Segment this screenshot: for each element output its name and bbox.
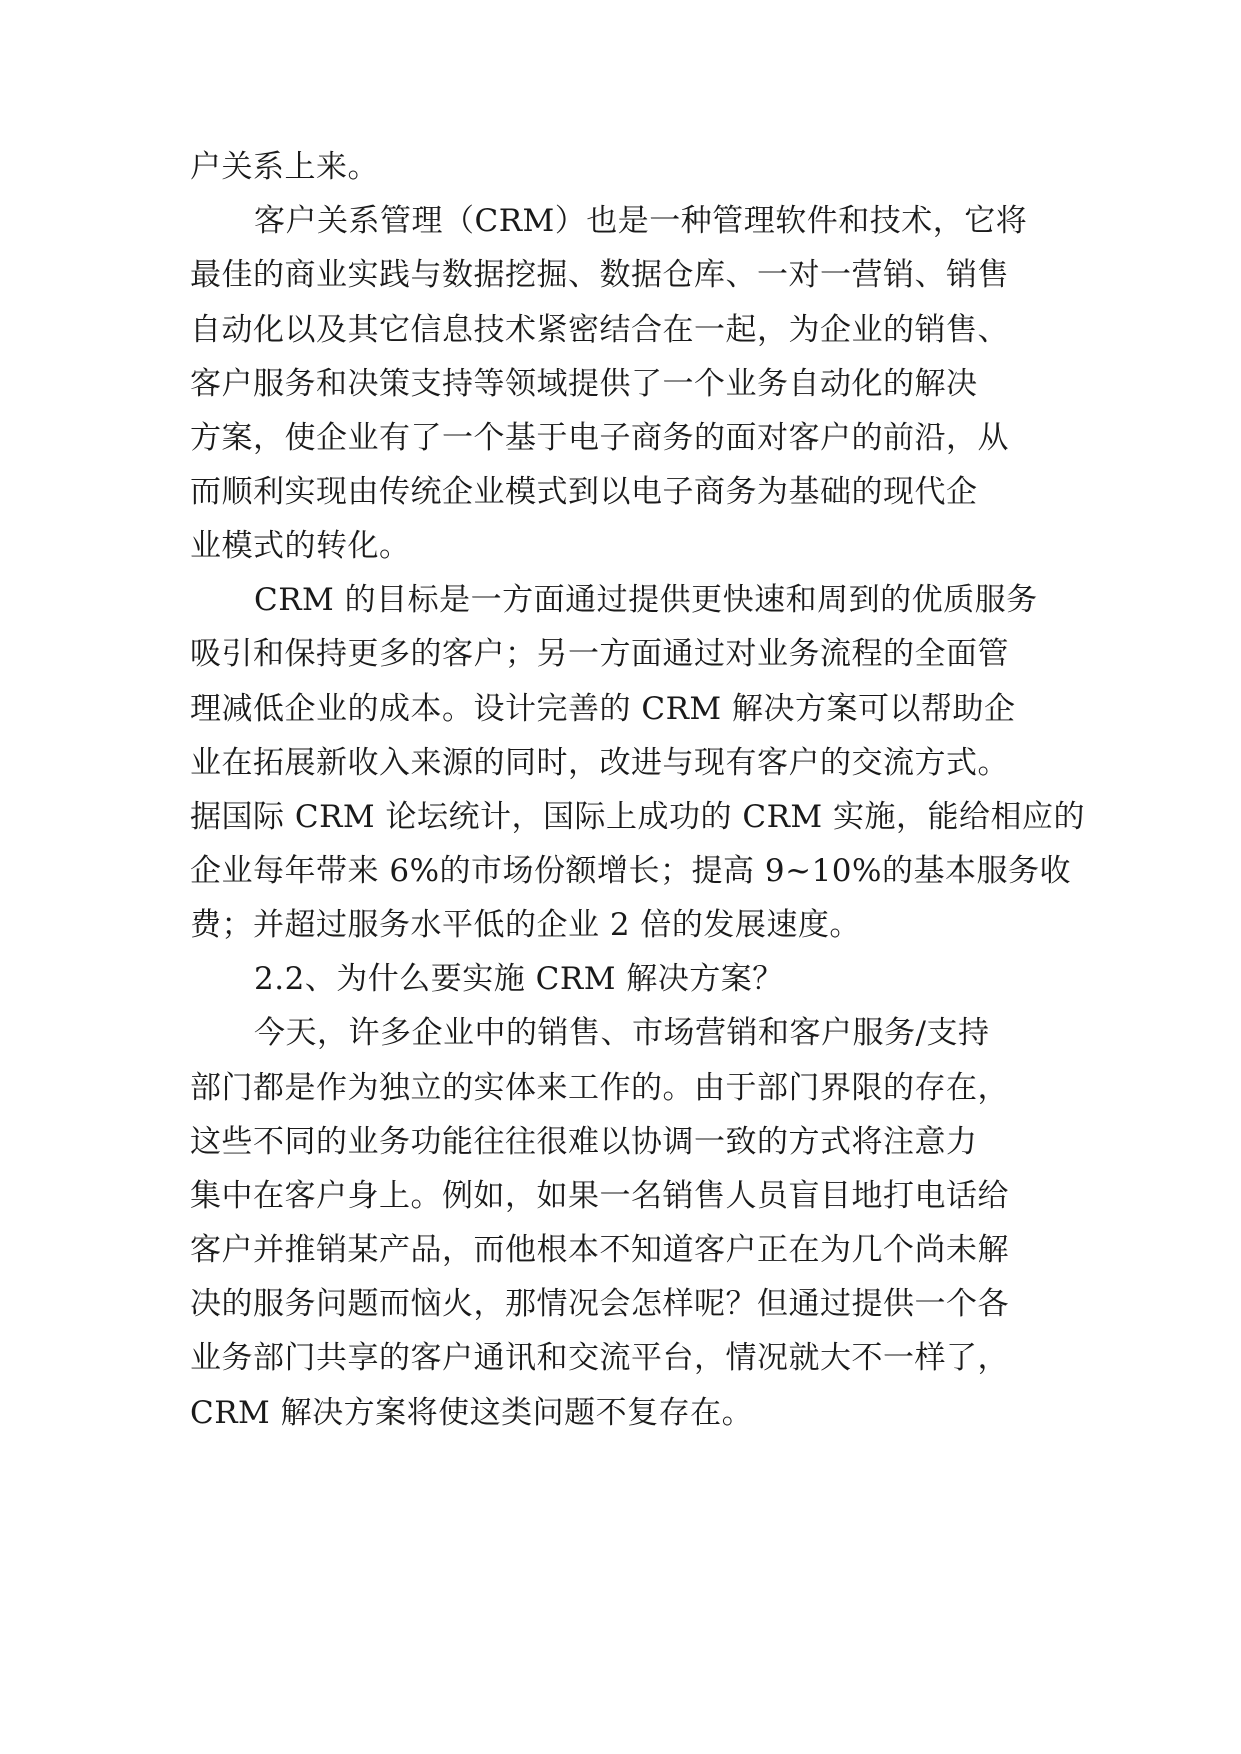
text-line: 业在拓展新收入来源的同时，改进与现有客户的交流方式。 [190,745,1009,781]
text-line: 费；并超过服务水平低的企业 2 倍的发展速度。 [190,907,861,943]
text-line: 部门都是作为独立的实体来工作的。由于部门界限的存在， [190,1070,1009,1106]
text-line: 这些不同的业务功能往往很难以协调一致的方式将注意力 [190,1124,978,1160]
text-line: 自动化以及其它信息技术紧密结合在一起，为企业的销售、 [190,312,1009,348]
text-line: 户关系上来。 [190,149,379,185]
text-line: 客户并推销某产品，而他根本不知道客户正在为几个尚未解 [190,1232,1009,1268]
text-line: 而顺利实现由传统企业模式到以电子商务为基础的现代企 [190,474,978,510]
paragraph-start: 今天，许多企业中的销售、市场营销和客户服务/支持 [254,1015,990,1051]
section-heading: 2.2、为什么要实施 CRM 解决方案？ [254,961,784,997]
text-line: 客户服务和决策支持等领域提供了一个业务自动化的解决 [190,366,978,402]
text-line: 理减低企业的成本。设计完善的 CRM 解决方案可以帮助企 [190,691,1016,727]
text-line: 集中在客户身上。例如，如果一名销售人员盲目地打电话给 [190,1178,1009,1214]
text-line: 据国际 CRM 论坛统计，国际上成功的 CRM 实施，能给相应的 [190,799,1086,835]
text-line: 企业每年带来 6%的市场份额增长；提高 9~10%的基本服务收 [190,853,1071,889]
text-line: CRM 解决方案将使这类问题不复存在。 [190,1395,754,1431]
text-line: 决的服务问题而恼火，那情况会怎样呢？但通过提供一个各 [190,1286,1009,1322]
text-line: 业模式的转化。 [190,528,411,564]
paragraph-start: CRM 的目标是一方面通过提供更快速和周到的优质服务 [254,582,1038,618]
text-line: 最佳的商业实践与数据挖掘、数据仓库、一对一营销、销售 [190,257,1009,293]
paragraph-start: 客户关系管理（CRM）也是一种管理软件和技术，它将 [254,203,1028,239]
text-line: 业务部门共享的客户通讯和交流平台，情况就大不一样了， [190,1340,1009,1376]
text-line: 方案，使企业有了一个基于电子商务的面对客户的前沿，从 [190,420,1009,456]
text-line: 吸引和保持更多的客户；另一方面通过对业务流程的全面管 [190,636,1009,672]
